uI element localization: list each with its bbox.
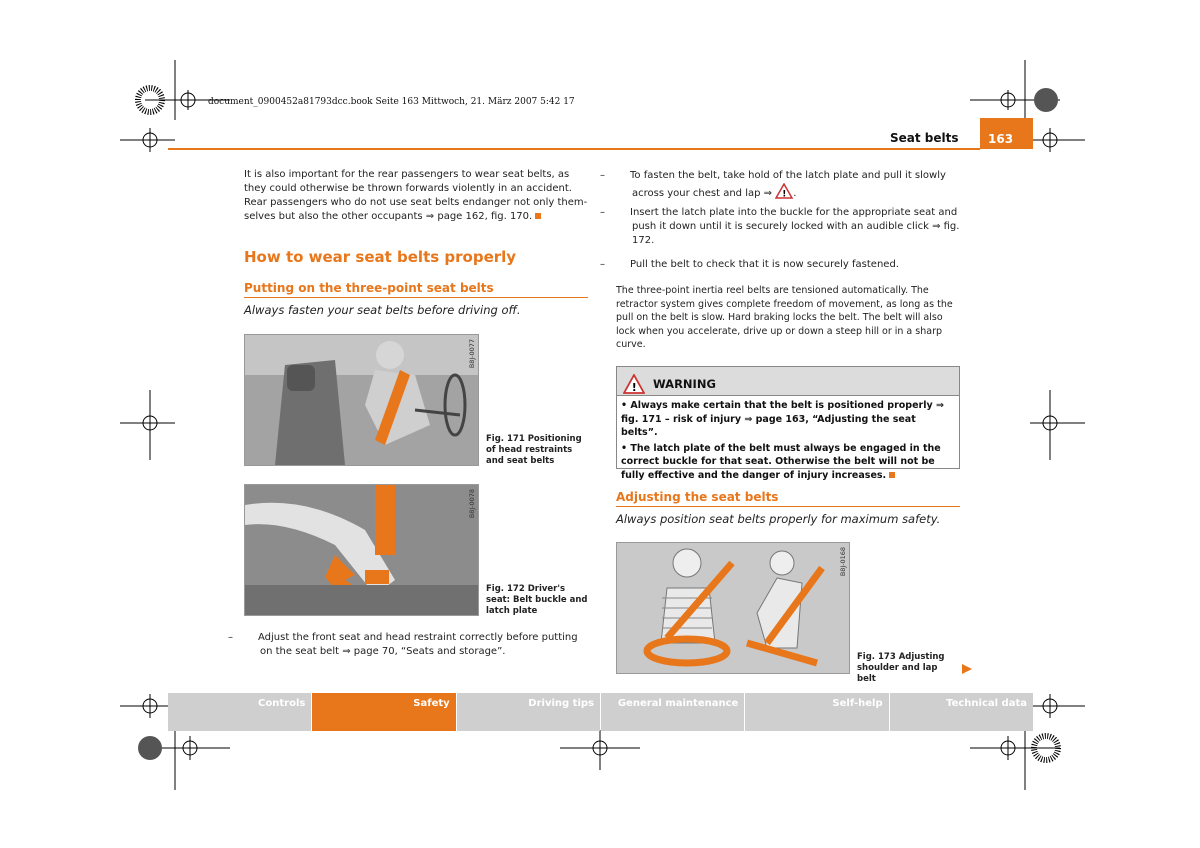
section-heading: How to wear seat belts properly bbox=[244, 248, 517, 266]
tab-technical-data[interactable]: Technical data bbox=[890, 693, 1033, 731]
section-title: Seat belts bbox=[890, 131, 959, 145]
step-check-belt bbox=[600, 258, 960, 272]
warning-box bbox=[616, 366, 960, 481]
end-mark bbox=[535, 213, 541, 219]
step-insert-plate bbox=[600, 206, 960, 248]
tab-self-help[interactable]: Self-help bbox=[745, 693, 888, 731]
dash: – bbox=[600, 207, 605, 218]
intro-text: It is also important for the rear passengers to wear seat belts, as they could otherwise be thrown forwards violently in an accident. Rear passengers who do not use seat belts endanger not only them-selves but also the other occupants ⇒ page 162, fig. 170. bbox=[244, 169, 588, 222]
svg-text:!: ! bbox=[782, 189, 787, 199]
figure-172-caption: Fig. 172 Driver's seat: Belt buckle and latch plate bbox=[486, 584, 588, 616]
step-text: Adjust the front seat and head restraint correctly before putting on the seat belt ⇒ page 70, “Seats and storage”. bbox=[258, 632, 578, 657]
tab-controls[interactable]: Controls bbox=[168, 693, 311, 731]
footer-nav bbox=[168, 693, 1033, 731]
figure-173 bbox=[616, 542, 850, 674]
print-info: document_0900452a81793dcc.book Seite 163 Mittwoch, 21. März 2007 5:42 17 bbox=[208, 97, 575, 107]
warning-triangle-icon bbox=[623, 374, 645, 394]
figure-code: B8J-0077 bbox=[468, 339, 476, 369]
tab-driving-tips[interactable]: Driving tips bbox=[457, 693, 600, 731]
skeleton-illustration bbox=[617, 543, 850, 674]
end-mark bbox=[889, 472, 895, 478]
tagline: Always fasten your seat belts before driving off. bbox=[244, 303, 521, 317]
buckle-illustration bbox=[245, 485, 479, 616]
figure-172 bbox=[244, 484, 479, 616]
header-rule bbox=[168, 148, 980, 150]
figure-code: B8J-0168 bbox=[839, 547, 847, 577]
dash: – bbox=[228, 632, 233, 643]
dash: – bbox=[600, 259, 605, 270]
step-text: To fasten the belt, take hold of the latch plate and pull it slowly across your chest and lap ⇒ bbox=[630, 170, 946, 199]
subheading-adjusting: Adjusting the seat belts bbox=[616, 490, 960, 507]
warning-item-text: Always make certain that the belt is positioned properly ⇒ fig. 171 – risk of injury ⇒ page 163, “Adjusting the seat belts”. bbox=[621, 400, 944, 438]
step-text: Pull the belt to check that it is now securely fastened. bbox=[630, 259, 899, 270]
warning-item: • Always make certain that the belt is positioned properly ⇒ fig. 171 – risk of injury ⇒ page 163, “Adjusting the seat belts”. bbox=[621, 400, 944, 438]
figure-171-caption: Fig. 171 Positioning of head restraints and seat belts bbox=[486, 434, 582, 466]
intro-paragraph bbox=[244, 168, 590, 224]
tab-safety[interactable]: Safety bbox=[312, 693, 455, 731]
figure-code: B8J-0078 bbox=[468, 489, 476, 519]
warning-header bbox=[617, 367, 959, 396]
driver-illustration bbox=[245, 335, 479, 466]
warning-title: WARNING bbox=[653, 377, 716, 391]
step-adjust-seat bbox=[228, 631, 590, 659]
tagline-adjusting: Always position seat belts properly for maximum safety. bbox=[616, 512, 941, 526]
page-number: 163 bbox=[980, 118, 1033, 149]
continue-arrow-icon bbox=[962, 664, 972, 674]
figure-173-caption: Fig. 173 Adjusting shoulder and lap belt bbox=[857, 652, 945, 684]
dash: – bbox=[600, 170, 605, 181]
inertia-note: The three-point inertia reel belts are tensioned automatically. The retractor system gives complete freedom of movement, as long as the pull on the belt is slow. Hard braking locks the belt. The belt will also lock when you accelerate, drive up or down a steep hill or in a sharp curve. bbox=[616, 285, 953, 350]
warning-item-text: The latch plate of the belt must always be engaged in the correct buckle for that seat. Otherwise the belt will not be fully effective and the danger of injury increases. bbox=[621, 442, 941, 481]
svg-text:!: ! bbox=[631, 381, 637, 394]
figure-171 bbox=[244, 334, 479, 466]
subheading-three-point: Putting on the three-point seat belts bbox=[244, 281, 588, 298]
warning-body bbox=[617, 396, 959, 485]
warning-triangle-icon bbox=[775, 183, 793, 199]
tab-general-maintenance[interactable]: General maintenance bbox=[601, 693, 744, 731]
step-fasten-belt: – To fasten the belt, take hold of the latch plate and pull it slowly across your chest and lap ⇒ ! . bbox=[600, 170, 946, 199]
step-text: Insert the latch plate into the buckle for the appropriate seat and push it down until it is securely locked with an audible click ⇒ fig. 172. bbox=[630, 207, 960, 246]
warning-item: • The latch plate of the belt must always be engaged in the correct buckle for that seat. Otherwise the belt will not be fully effective and the danger of injury increases. bbox=[621, 442, 941, 481]
